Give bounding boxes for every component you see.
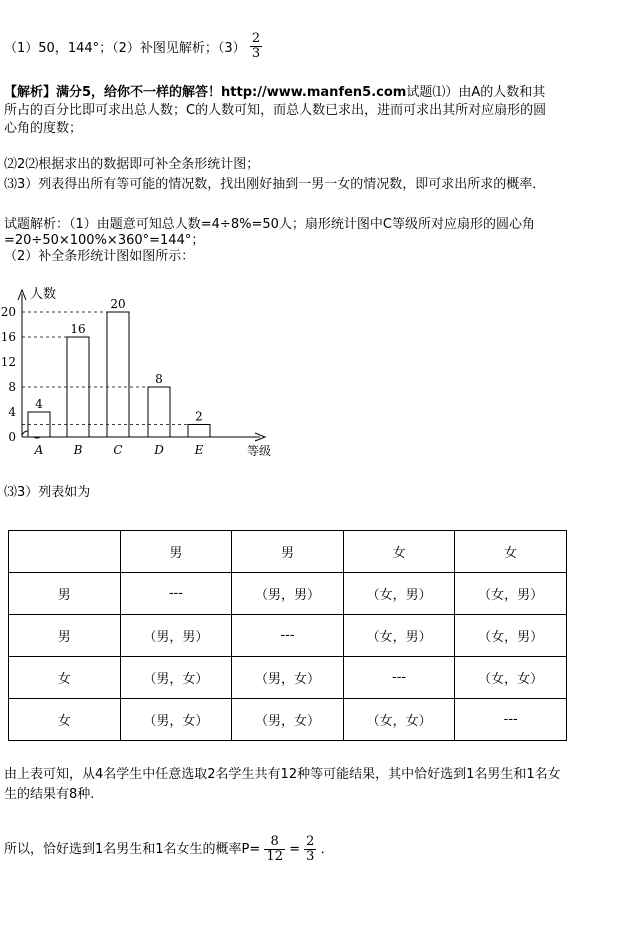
table-cell: （女，女） (343, 699, 455, 741)
fraction-denominator: 12 (266, 849, 283, 864)
fraction-8-12 (264, 835, 285, 864)
table-row (9, 615, 567, 657)
conclusion-line-2: 生的结果有8种. (4, 787, 95, 802)
y-tick-label: 20 (0, 305, 16, 319)
x-tick-label: C (113, 443, 123, 457)
table-cell: --- (343, 657, 455, 699)
table-cell: 男 (232, 531, 344, 573)
y-tick-label: 4 (8, 405, 16, 419)
answer-text: （1）50，144°；（2）补图见解析；（3） (4, 41, 246, 56)
fraction-numerator: 2 (306, 834, 315, 849)
analysis-line-3: 心角的度数； (4, 121, 83, 136)
table-cell: （男，男） (120, 615, 232, 657)
fraction-denominator: 3 (306, 849, 315, 864)
table-cell: （女，男） (455, 615, 567, 657)
table-row (9, 573, 567, 615)
data-label: 8 (155, 372, 163, 386)
fraction-denominator: 3 (251, 46, 261, 61)
probability-text: 所以，恰好选到1名男生和1名女生的概率P= (4, 842, 261, 857)
solution-line-2: =20÷50×100%×360°=144°； (4, 233, 205, 248)
data-label: 20 (110, 297, 126, 311)
outcome-table (8, 530, 567, 741)
analysis-line-4: ⑵2⑵根据求出的数据即可补全条形统计图； (4, 157, 260, 172)
bar (188, 425, 210, 438)
analysis-line-1 (4, 84, 545, 102)
table-cell: 女 (343, 531, 455, 573)
table-row (9, 699, 567, 741)
solution-line-3: （2）补全条形统计图如图所示： (4, 249, 195, 264)
data-label: 16 (70, 322, 86, 336)
table-cell: （女，男） (343, 573, 455, 615)
table-cell: （男，女） (120, 699, 232, 741)
analysis-line-2: 所占的百分比即可求出总人数；C的人数可知，而总人数已求出，进而可求出其所对应扇形的圆 (4, 103, 547, 118)
table-cell: （男，女） (232, 699, 344, 741)
analysis-tag: 【解析】满分5，给你不一样的解答！http://www.manfen5.com (4, 85, 407, 100)
table-cell: --- (232, 615, 344, 657)
y-tick-label: 0 (8, 430, 16, 444)
table-cell (9, 531, 121, 573)
table-cell: （女，男） (343, 615, 455, 657)
y-tick-label: 8 (8, 380, 16, 394)
table-cell: 男 (120, 531, 232, 573)
equals-sign: = (289, 842, 301, 857)
answer-fraction (250, 32, 262, 61)
x-axis-label: 等级 (247, 444, 272, 458)
table-cell: （男，男） (232, 573, 344, 615)
fraction-2-3 (304, 835, 316, 864)
table-cell: （女，男） (455, 573, 567, 615)
table-cell: （女，女） (455, 657, 567, 699)
solution-line-1: 试题解析：（1）由题意可知总人数=4÷8%=50人；扇形统计图中C等级所对应扇形的圆心角 (4, 217, 535, 232)
fraction-numerator: 2 (251, 31, 261, 46)
table-cell: 男 (9, 573, 121, 615)
bar (148, 387, 170, 437)
table-cell: （男，女） (120, 657, 232, 699)
data-label: 4 (35, 397, 43, 411)
period: ． (320, 842, 334, 857)
table-cell: 女 (9, 699, 121, 741)
bar (107, 312, 129, 437)
table-cell: 男 (9, 615, 121, 657)
x-tick-label: E (194, 443, 204, 457)
analysis-line-1-tail: 试题⑴）由A的人数和其 (406, 85, 546, 100)
fraction-numerator: 8 (264, 835, 285, 850)
bar-chart (0, 280, 290, 480)
table-cell: --- (120, 573, 232, 615)
x-tick-label: B (73, 443, 83, 457)
table-row (9, 657, 567, 699)
table-header-row (9, 531, 567, 573)
y-axis-label: 人数 (30, 287, 57, 302)
data-label: 2 (195, 409, 203, 424)
solution-line-4: ⑶3）列表如为 (4, 485, 91, 500)
table-cell: （男，女） (232, 657, 344, 699)
table-cell: 女 (9, 657, 121, 699)
table-cell: --- (455, 699, 567, 741)
x-tick-label: A (34, 443, 44, 457)
answer-line (4, 31, 262, 63)
table-cell: 女 (455, 531, 567, 573)
conclusion-line-1: 由上表可知，从4名学生中任意选取2名学生共有12种等可能结果，其中恰好选到1名男生和1名女 (4, 767, 561, 782)
analysis-line-5: ⑶3）列表得出所有等可能的情况数，找出刚好抽到一男一女的情况数，即可求出所求的概率． (4, 177, 546, 192)
y-tick-label: 16 (0, 330, 16, 344)
x-tick-label: D (154, 443, 164, 457)
conclusion-line-3 (4, 835, 334, 864)
y-tick-label: 12 (0, 355, 16, 369)
